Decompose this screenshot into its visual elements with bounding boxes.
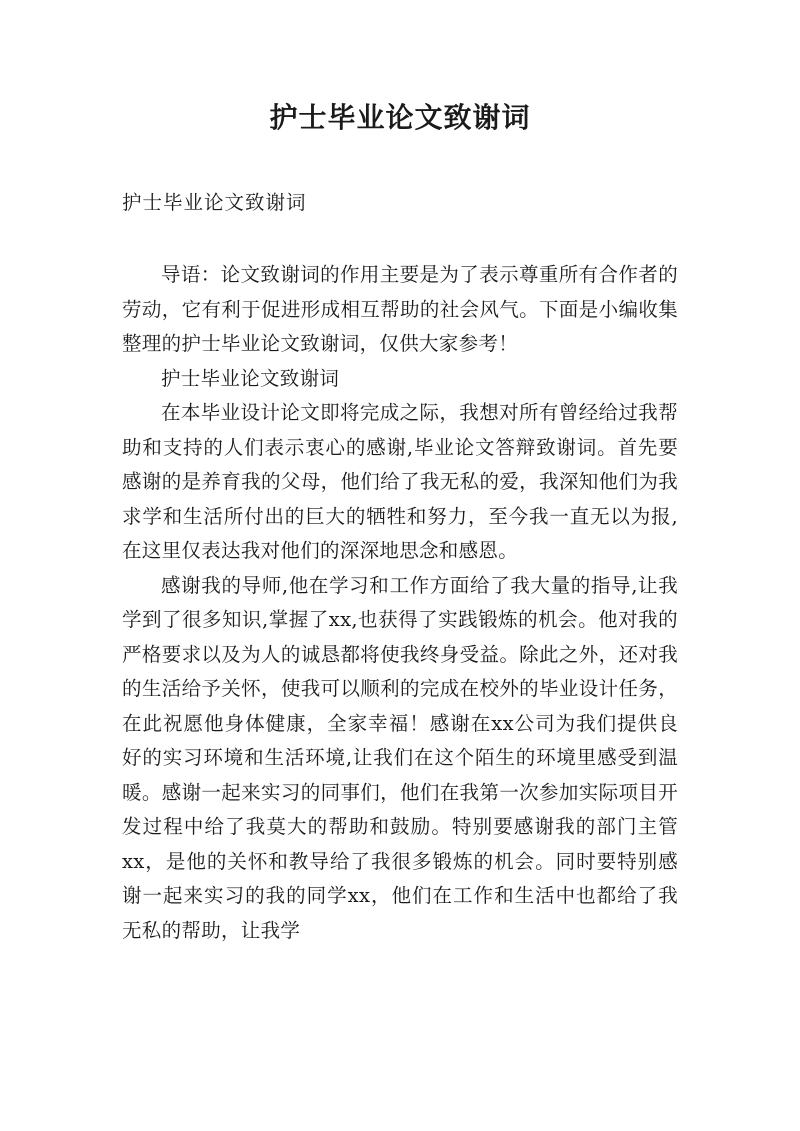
body-paragraph: 在本毕业设计论文即将完成之际，我想对所有曾经给过我帮助和支持的人们表示衷心的感谢,毕业论文答辩致谢词。首先要感谢的是养育我的父母，他们给了我无私的爱，我深知他们为我求学和生活所付出的巨大的牺牲和努力，至今我一直无以为报,在这里仅表达我对他们的深深地思念和感恩。 [122, 401, 678, 562]
section-heading: 护士毕业论文致谢词 [161, 366, 340, 390]
document-subtitle: 护士毕业论文致谢词 [122, 191, 307, 214]
document-title: 护士毕业论文致谢词 [269, 101, 531, 134]
document-body [122, 258, 678, 948]
body-paragraph: 感谢我的导师,他在学习和工作方面给了我大量的指导,让我学到了很多知识,掌握了xx,也获得了实践锻炼的机会。他对我的严格要求以及为人的诚恳都将使我终身受益。除此之外，还对我的生活给予关怀，使我可以顺利的完成在校外的毕业设计任务，在此祝愿他身体健康，全家幸福！感谢在xx公司为我们提供良好的实习环境和生活环境,让我们在这个陌生的环境里感受到温暖。感谢一起来实习的同事们，他们在我第一次参加实际项目开发过程中给了我莫大的帮助和鼓励。特别要感谢我的部门主管xx，是他的关怀和教导给了我很多锻炼的机会。同时要特别感谢一起来实习的我的同学xx，他们在工作和生活中也都给了我无私的帮助，让我学 [122, 573, 678, 942]
intro-paragraph: 导语：论文致谢词的作用主要是为了表示尊重所有合作者的劳动，它有利于促进形成相互帮助的社会风气。下面是小编收集整理的护士毕业论文致谢词，仅供大家参考！ [122, 263, 678, 355]
